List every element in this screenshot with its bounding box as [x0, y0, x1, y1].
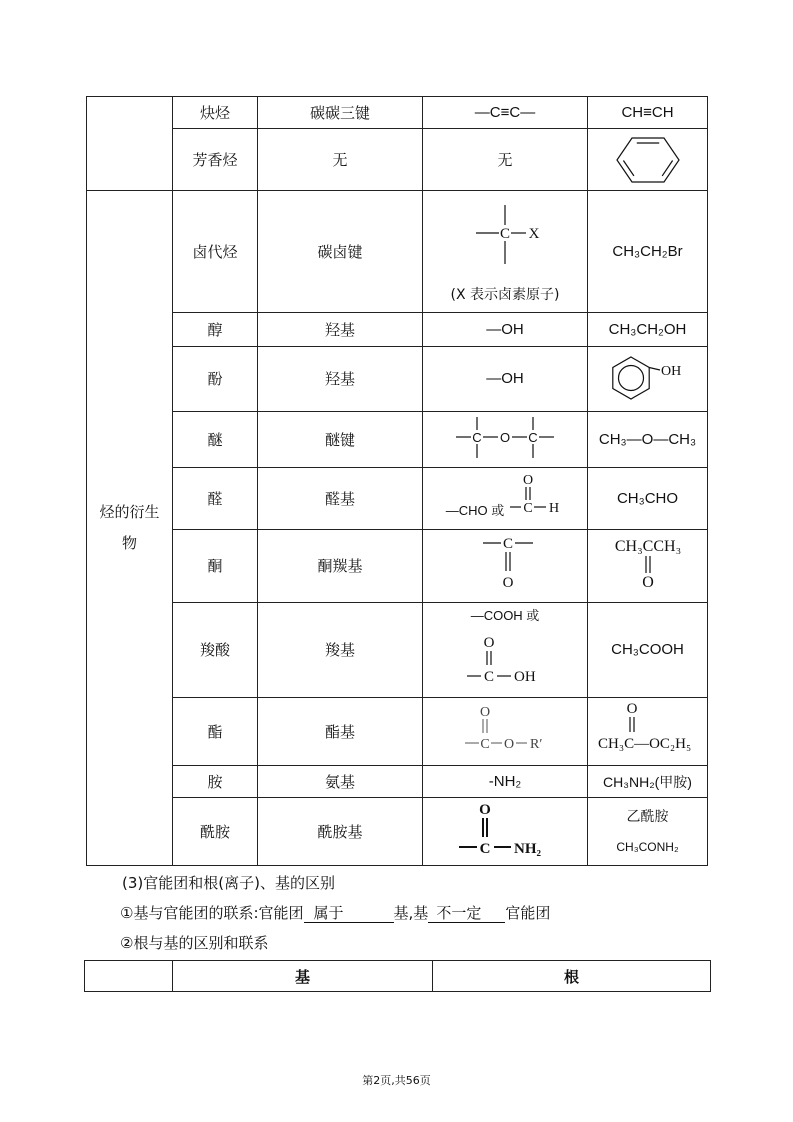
answer-blank: 属于 — [304, 904, 394, 923]
functional-group-name: 醚键 — [324, 430, 355, 449]
phenol-ring-icon — [588, 349, 708, 409]
example-cell — [588, 698, 708, 766]
functional-group-name: 无 — [332, 150, 348, 169]
functional-group-name: 酮羰基 — [317, 557, 363, 575]
compound-class-cell — [173, 129, 258, 191]
functional-group-cell — [258, 129, 423, 191]
table-row — [87, 798, 708, 866]
functional-group-name: 醛基 — [324, 489, 355, 508]
functional-group-name: 羧基 — [324, 641, 355, 659]
compound-class-cell — [173, 530, 258, 603]
atom-label: H — [548, 500, 560, 516]
atom-label: NH₂ — [514, 840, 541, 857]
atom-label: C — [480, 736, 490, 752]
table-row — [87, 766, 708, 798]
functional-group-name: 氨基 — [324, 772, 355, 791]
example-cell — [588, 468, 708, 530]
header-cell-group: 基 — [173, 961, 433, 992]
atom-label: O — [483, 635, 495, 651]
example-cell — [588, 530, 708, 603]
structure-formula: —OH — [486, 370, 524, 387]
functional-group-name: 碳碳三键 — [309, 103, 370, 122]
table-row — [87, 530, 708, 603]
chain-formula: CH₃CCH₃ — [614, 538, 682, 555]
atom-label: C — [483, 669, 495, 685]
compound-class: 醛 — [207, 489, 223, 508]
ketone-structure — [423, 531, 588, 601]
header-cell-radical-ion: 根 — [433, 961, 711, 992]
structure-cell — [423, 530, 588, 603]
compound-class: 酮 — [207, 557, 223, 575]
aldehyde-structure — [423, 469, 588, 529]
ethyl-acetate-structure — [588, 699, 708, 765]
category-cell-derivative — [87, 191, 173, 866]
chain-formula: CH₃C—OC₂H₅ — [598, 735, 692, 752]
functional-group-cell — [258, 313, 423, 347]
functional-group-cell — [258, 603, 423, 698]
compound-class: 卤代烃 — [192, 242, 238, 261]
atom-label: O — [479, 704, 491, 720]
example-cell — [588, 603, 708, 698]
answer-blank: 不一定 — [428, 904, 505, 923]
example-formula: CH₃—O—CH₃ — [598, 430, 697, 448]
structure-cell — [423, 603, 588, 698]
atom-label: O — [502, 575, 514, 591]
atom-label: OH — [514, 669, 536, 685]
atom-label: C — [523, 500, 533, 516]
atom-label: O — [479, 801, 491, 818]
compound-class-cell — [173, 468, 258, 530]
section-subheading: ②根与基的区别和联系 — [120, 934, 269, 952]
atom-label: O — [522, 472, 534, 488]
functional-group-cell — [258, 766, 423, 798]
table-row — [87, 191, 708, 313]
atom-label: O — [499, 429, 511, 445]
functional-group-table — [86, 96, 708, 866]
category-label: 烃的衍生物 — [99, 503, 160, 552]
atom-label: C — [499, 225, 511, 242]
functional-group-name: 羟基 — [324, 370, 355, 388]
example-formula: CH₃CH₂OH — [608, 320, 687, 338]
page-number: 第2页,共56页 — [362, 1074, 431, 1087]
structure-cell — [423, 412, 588, 468]
aromatic-circle — [619, 366, 644, 391]
relation-prefix: ①基与官能团的联系:官能团 — [120, 904, 304, 922]
ring-outline — [617, 138, 679, 182]
table-header-row — [85, 961, 711, 992]
atom-label: O — [642, 574, 654, 591]
compound-class-cell — [173, 766, 258, 798]
compound-class-cell — [173, 412, 258, 468]
structure-note: (X 表示卤素原子) — [450, 286, 560, 303]
compound-class: 酯 — [207, 722, 223, 741]
structure-cell — [423, 191, 588, 313]
atom-label: R′ — [530, 736, 543, 752]
benzene-ring-icon — [588, 130, 708, 190]
table-row — [87, 129, 708, 191]
functional-group-cell — [258, 347, 423, 412]
relation-middle: 基,基 — [393, 904, 429, 922]
example-formula: CH₃CH₂Br — [612, 242, 683, 260]
ester-structure — [423, 699, 588, 765]
example-cell — [588, 97, 708, 129]
comparison-table — [84, 960, 711, 992]
compound-class-cell — [173, 603, 258, 698]
acetone-structure — [588, 531, 708, 601]
functional-group-cell — [258, 191, 423, 313]
example-cell — [588, 313, 708, 347]
table-row — [87, 313, 708, 347]
structure-cell — [423, 313, 588, 347]
example-formula: CH₃COOH — [611, 641, 684, 658]
structure-formula: —C≡C— — [474, 103, 536, 121]
bond-line — [649, 368, 660, 371]
example-cell — [588, 798, 708, 866]
example-formula: CH₃CONH₂ — [616, 839, 679, 854]
functional-group-cell — [258, 698, 423, 766]
functional-group-name: 羟基 — [324, 320, 355, 339]
condensed-formula: —CHO 或 — [445, 502, 505, 518]
relation-sentence — [120, 903, 550, 923]
structure-cell — [423, 798, 588, 866]
substituent-label: OH — [661, 364, 682, 379]
table-row — [87, 468, 708, 530]
structure-formula: 无 — [497, 150, 513, 169]
example-formula: CH≡CH — [621, 103, 674, 121]
functional-group-cell — [258, 798, 423, 866]
table-row — [87, 603, 708, 698]
example-cell — [588, 191, 708, 313]
example-cell — [588, 347, 708, 412]
structure-cell — [423, 97, 588, 129]
functional-group-cell — [258, 97, 423, 129]
structure-cell — [423, 698, 588, 766]
atom-label: O — [503, 736, 515, 752]
compound-class: 胺 — [207, 772, 223, 791]
compound-class: 酚 — [207, 370, 223, 388]
compound-class-cell — [173, 798, 258, 866]
table-row — [87, 412, 708, 468]
functional-group-name: 酯基 — [324, 722, 355, 741]
compound-class-cell — [173, 313, 258, 347]
functional-group-name: 碳卤键 — [317, 242, 363, 261]
atom-label: O — [626, 700, 638, 717]
table-row — [87, 347, 708, 412]
carbon-halogen-structure — [423, 192, 588, 312]
compound-class-cell — [173, 347, 258, 412]
structure-formula: -NH₂ — [488, 772, 522, 790]
compound-class: 酰胺 — [199, 822, 230, 841]
structure-cell — [423, 468, 588, 530]
example-formula: CH₃CHO — [616, 489, 679, 507]
carboxyl-structure — [423, 604, 588, 696]
structure-cell — [423, 347, 588, 412]
relation-suffix: 官能团 — [505, 904, 551, 922]
example-cell — [588, 129, 708, 191]
compound-class: 醚 — [207, 430, 223, 449]
header-cell-blank — [85, 961, 173, 992]
atom-label: X — [528, 225, 540, 242]
compound-class: 炔烃 — [199, 103, 230, 122]
compound-class: 羧酸 — [199, 641, 230, 659]
structure-formula: —OH — [486, 320, 524, 338]
double-bond-line — [662, 160, 672, 175]
category-cell-hydrocarbon — [87, 97, 173, 191]
amide-structure — [423, 799, 588, 865]
section-heading: (3)官能团和根(离子)、基的区别 — [122, 874, 335, 892]
example-formula: CH₃NH₂(甲胺) — [603, 773, 692, 790]
table-row — [87, 97, 708, 129]
atom-label: C — [502, 536, 514, 552]
table-row — [87, 698, 708, 766]
atom-label: C — [528, 429, 538, 445]
example-name: 乙酰胺 — [626, 808, 669, 825]
structure-cell — [423, 766, 588, 798]
functional-group-name: 酰胺基 — [317, 822, 363, 841]
example-block — [588, 802, 707, 862]
functional-group-cell — [258, 412, 423, 468]
ether-structure — [423, 413, 588, 467]
structure-cell — [423, 129, 588, 191]
atom-label: C — [472, 429, 482, 445]
functional-group-cell — [258, 530, 423, 603]
compound-class: 芳香烃 — [192, 150, 238, 169]
compound-class-cell — [173, 698, 258, 766]
atom-label: C — [479, 840, 491, 857]
condensed-formula: —COOH 或 — [470, 608, 540, 623]
compound-class-cell — [173, 191, 258, 313]
example-cell — [588, 412, 708, 468]
double-bond-line — [623, 160, 634, 175]
compound-class: 醇 — [207, 320, 223, 339]
example-cell — [588, 766, 708, 798]
compound-class-cell — [173, 97, 258, 129]
functional-group-cell — [258, 468, 423, 530]
